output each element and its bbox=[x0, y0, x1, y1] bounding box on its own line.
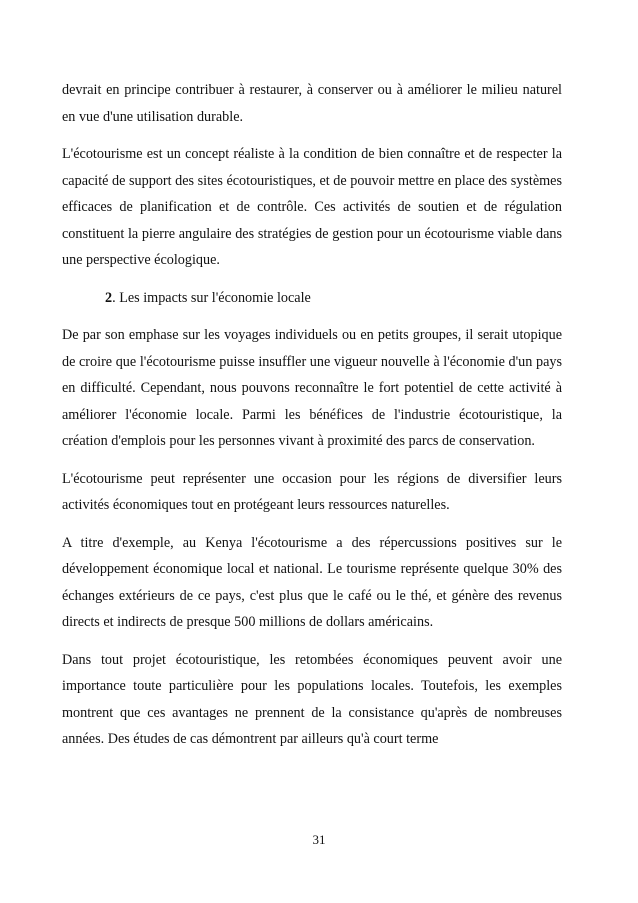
section-heading bbox=[62, 285, 562, 312]
section-number: 2 bbox=[105, 289, 113, 306]
paragraph-ecotourism-concept: L'écotourisme est un concept réaliste à la condition de bien connaître et de respecter la capacité de support des sites écotouristiques, et de pouvoir mettre en place des systèmes efficaces de planification et de contrôle. Ces activités de soutien et de régulation constituent la pierre angulaire des stratégies de gestion pour un écotourisme viable dans une perspective écologique. bbox=[62, 146, 562, 268]
paragraph-diversify: L'écotourisme peut représenter une occasion pour les régions de diversifier leurs activités économiques tout en protégeant leurs ressources naturelles. bbox=[62, 470, 562, 513]
paragraph-economic-benefits: Dans tout projet écotouristique, les retombées économiques peuvent avoir une importance toute particulière pour les populations locales. Toutefois, les exemples montrent que ces avantages ne prennent de la consistance qu'après de nombreuses années. Des études de cas démontrent par ailleurs qu'à court terme bbox=[62, 651, 562, 747]
page-body bbox=[62, 77, 562, 764]
paragraph-kenya-example: A titre d'exemple, au Kenya l'écotourisme a des répercussions positives sur le développement économique local et national. Le tourisme représente quelque 30% des échanges extérieurs de ce pays, c'est plus que le café ou le thé, et génère des revenus directs et indirects de presque 500 millions de dollars américains. bbox=[62, 534, 562, 630]
paragraph-individual-travel: De par son emphase sur les voyages individuels ou en petits groupes, il serait utopique de croire que l'écotourisme puisse insuffler une vigueur nouvelle à l'économie d'un pays en difficulté. Cependant, nous pouvons reconnaître le fort potentiel de cette activité à améliorer l'économie locale. Parmi les bénéfices de l'industrie écotouristique, la création d'emplois pour les personnes vivant à proximité des parcs de conservation. bbox=[62, 327, 562, 449]
page-number: 31 bbox=[312, 832, 326, 847]
paragraph-continuation: devrait en principe contribuer à restaurer, à conserver ou à améliorer le milieu naturel en vue d'une utilisation durable. bbox=[62, 82, 562, 125]
section-title: . Les impacts sur l'économie locale bbox=[112, 289, 311, 306]
